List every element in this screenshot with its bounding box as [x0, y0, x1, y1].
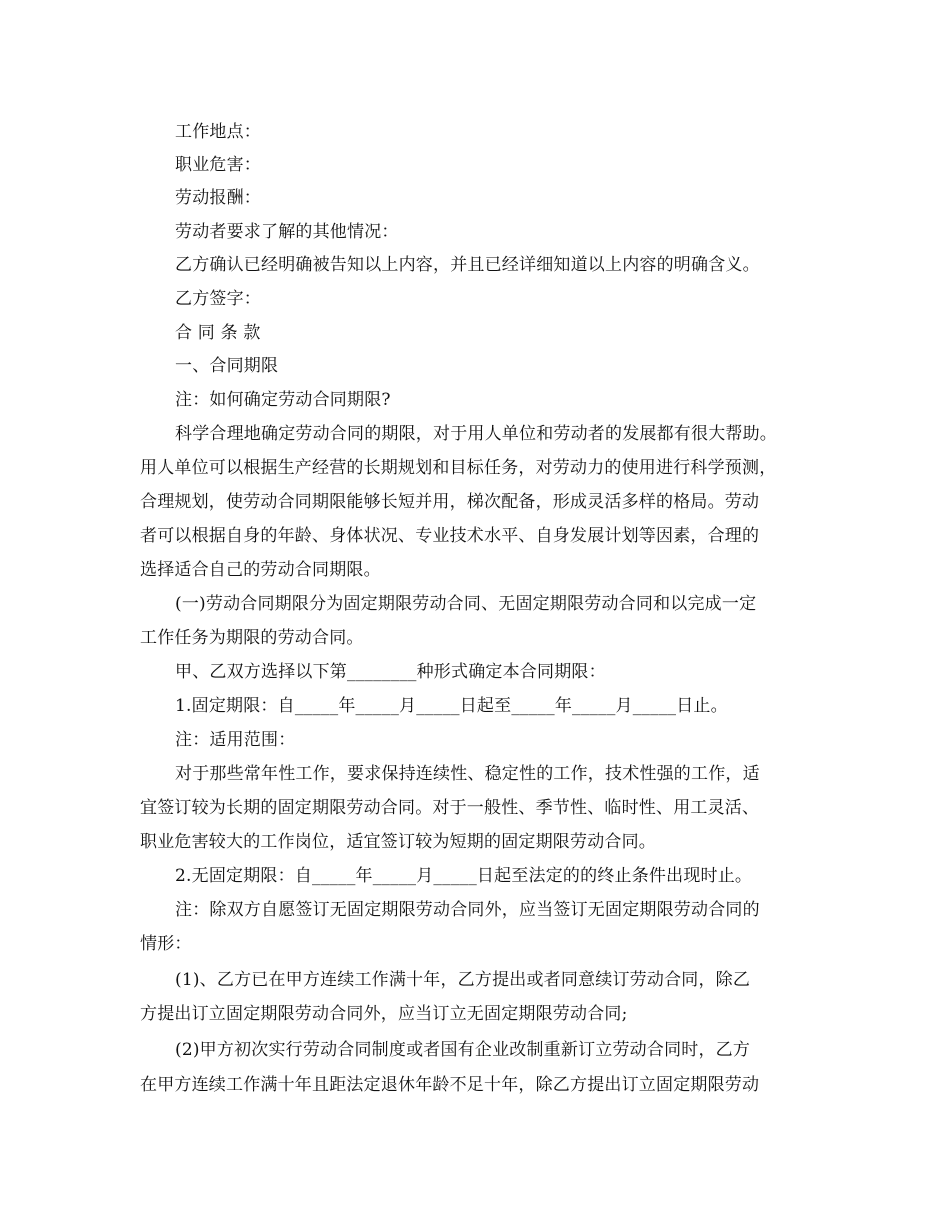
paragraph-line: 选择适合自己的劳动合同期限。: [140, 560, 381, 580]
signature-field: 乙方签字：: [175, 289, 261, 309]
paragraph-line: (2)甲方初次实行劳动合同制度或者国有企业改制重新订立劳动合同时，乙方: [175, 1040, 751, 1060]
paragraph-line: 在甲方连续工作满十年且距法定退休年龄不足十年，除乙方提出订立固定期限劳动: [140, 1075, 760, 1095]
paragraph-line: 合理规划，使劳动合同期限能够长短并用，梯次配备，形成灵活多样的格局。劳动: [140, 492, 760, 512]
paragraph-line: (一)劳动合同期限分为固定期限劳动合同、无固定期限劳动合同和以完成一定: [175, 594, 757, 614]
note-line: 注：适用范围：: [175, 730, 296, 750]
section-title: 合 同 条 款: [175, 323, 261, 343]
note-line: 注：除双方自愿签订无固定期限劳动合同外，应当签订无固定期限劳动合同的: [175, 900, 760, 920]
confirmation-text: 乙方确认已经明确被告知以上内容，并且已经详细知道以上内容的明确含义。: [175, 255, 760, 275]
term-selection-line: 甲、乙双方选择以下第________种形式确定本合同期限：: [175, 662, 606, 682]
paragraph-line: 用人单位可以根据生产经营的长期规划和目标任务，对劳动力的使用进行科学预测，: [140, 458, 777, 478]
field-occupational-hazard: 职业危害：: [175, 155, 261, 175]
field-work-location: 工作地点：: [175, 122, 261, 142]
paragraph-line: 职业危害较大的工作岗位，适宜签订较为短期的固定期限劳动合同。: [140, 832, 656, 852]
note-line: 注：如何确定劳动合同期限?: [175, 390, 391, 410]
paragraph-line: 方提出订立固定期限劳动合同外，应当订立无固定期限劳动合同;: [140, 1004, 628, 1024]
field-other-info: 劳动者要求了解的其他情况：: [175, 222, 399, 242]
paragraph-line: 情形：: [140, 934, 192, 954]
paragraph-line: 宜签订较为长期的固定期限劳动合同。对于一般性、季节性、临时性、用工灵活、: [140, 798, 760, 818]
fixed-term-line: 1.固定期限：自_____年_____月_____日起至_____年_____月_____日止。: [175, 696, 728, 716]
paragraph-line: (1)、乙方已在甲方连续工作满十年，乙方提出或者同意续订劳动合同，除乙: [175, 970, 751, 990]
paragraph-line: 对于那些常年性工作，要求保持连续性、稳定性的工作，技术性强的工作，适: [175, 764, 760, 784]
field-remuneration: 劳动报酬：: [175, 188, 261, 208]
open-term-line: 2.无固定期限：自_____年_____月_____日起至法定的的终止条件出现时止。: [175, 866, 753, 886]
heading-contract-term: 一、合同期限: [175, 356, 279, 376]
paragraph-line: 科学合理地确定劳动合同的期限，对于用人单位和劳动者的发展都有很大帮助。: [175, 424, 777, 444]
paragraph-line: 者可以根据自身的年龄、身体状况、专业技术水平、自身发展计划等因素，合理的: [140, 526, 760, 546]
paragraph-line: 工作任务为期限的劳动合同。: [140, 628, 364, 648]
